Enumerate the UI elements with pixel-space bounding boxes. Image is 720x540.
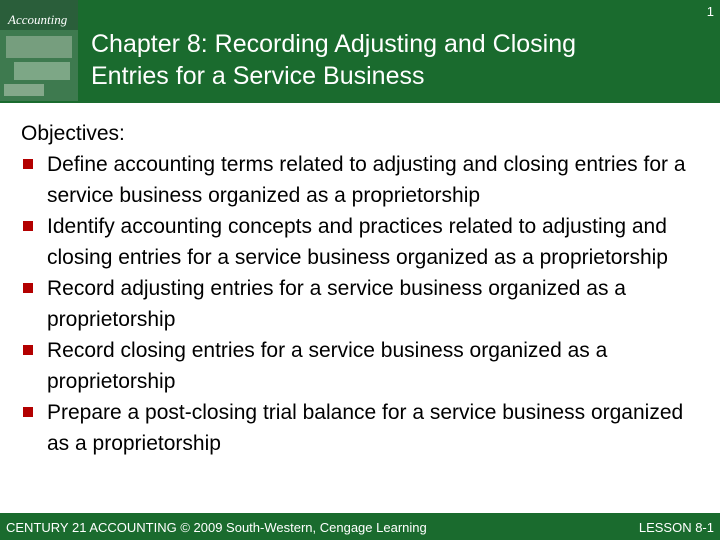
logo-text: Accounting: [8, 12, 68, 27]
footer-bar: [0, 513, 720, 540]
footer-lesson: LESSON 8-1: [638, 520, 714, 535]
list-item: [21, 149, 701, 211]
bullet-square-icon: [23, 221, 33, 231]
header-bar: [0, 0, 720, 103]
bullet-square-icon: [23, 159, 33, 169]
list-item: [21, 335, 701, 397]
objectives-list: [21, 149, 701, 459]
list-item-text: Record adjusting entries for a service business organized as a proprietorship: [47, 277, 626, 331]
slide-title: [91, 28, 691, 92]
list-item-text: Identify accounting concepts and practices related to adjusting and closing entries for a service business organized as a proprietorship: [47, 215, 668, 269]
footer-copyright: CENTURY 21 ACCOUNTING © 2009 South-Western, Cengage Learning: [6, 520, 427, 535]
title-line-2: Entries for a Service Business: [91, 62, 425, 90]
bullet-square-icon: [23, 345, 33, 355]
list-item-text: Define accounting terms related to adjusting and closing entries for a service business organized as a proprietorship: [47, 153, 686, 207]
list-item-text: Prepare a post-closing trial balance for a service business organized as a proprietorship: [47, 401, 684, 455]
list-item-text: Record closing entries for a service business organized as a proprietorship: [47, 339, 608, 393]
objectives-heading: Objectives:: [21, 122, 125, 145]
list-item: [21, 211, 701, 273]
bullet-square-icon: [23, 407, 33, 417]
list-item: [21, 273, 701, 335]
slide-content: [21, 118, 701, 459]
bullet-square-icon: [23, 283, 33, 293]
title-line-1: Chapter 8: Recording Adjusting and Closing: [91, 30, 577, 58]
book-cover-logo: [0, 0, 78, 101]
list-item: [21, 397, 701, 459]
page-number: 1: [706, 4, 714, 19]
